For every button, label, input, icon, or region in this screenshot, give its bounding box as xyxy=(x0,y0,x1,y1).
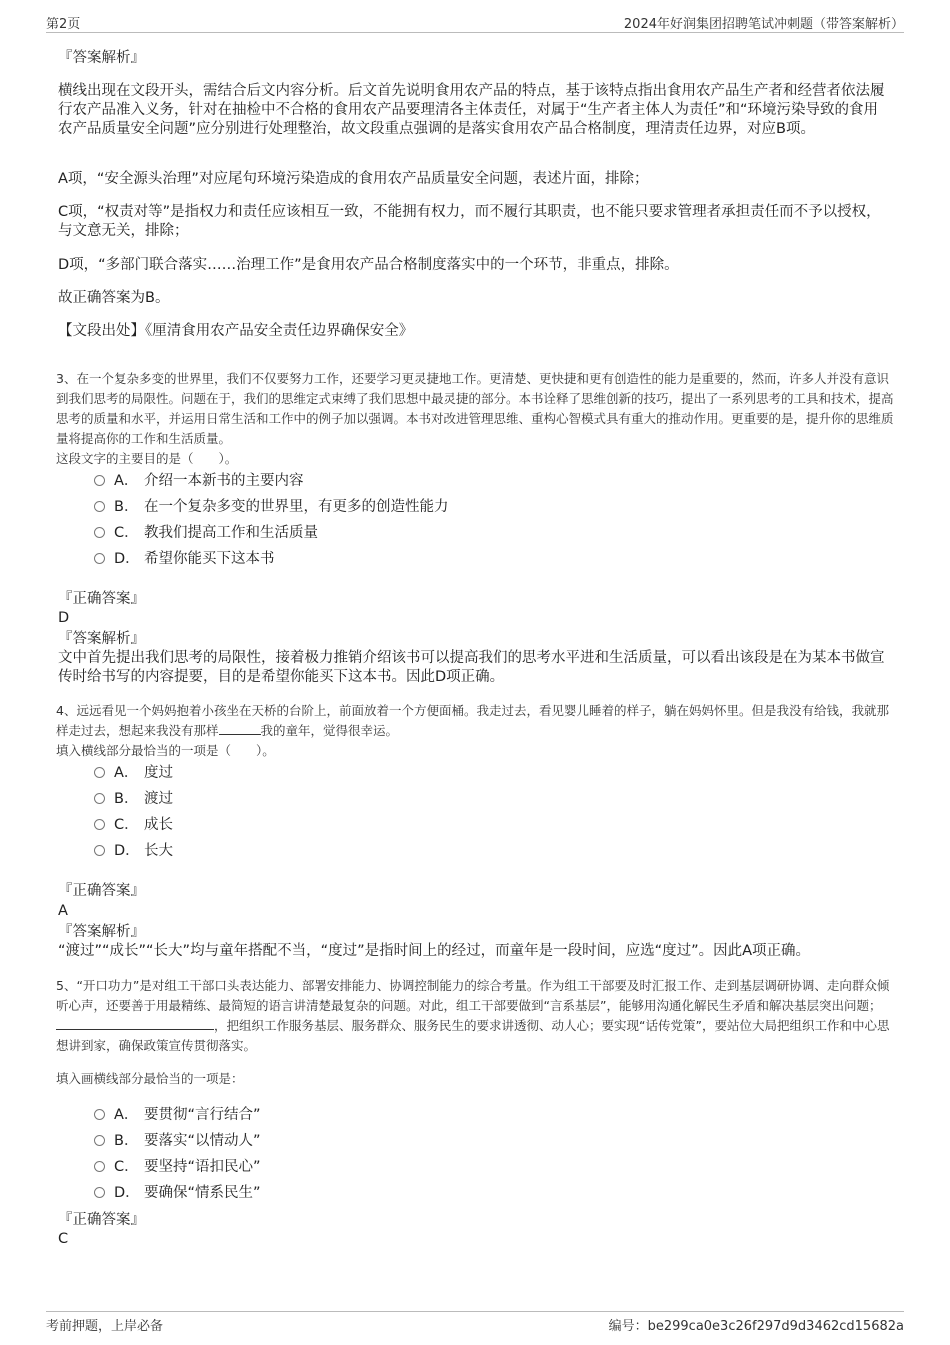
q4-prompt: 填入横线部分最恰当的一项是（ ）。 xyxy=(56,743,275,758)
q3-option-c[interactable]: C． 教我们提高工作和生活质量 xyxy=(94,522,318,544)
q5-stem: 5、“开口功力”是对组工干部口头表达能力、部署安排能力、协调控制能力的综合考量。作为组工干部要及时汇报工作、走到基层调研协调、走向群众倾听心声，还要善于用最精练、最简短的语言讲清楚最复杂的问题。对此，组工干部要做到“言系基层”，能够用沟通化解民生矛盾和解决基层突出问题；，把组织工作服务基层、服务群众、服务民生的要求讲透彻、动人心；要实现“话传党策”，要站位大局把组织工作和中心思想讲到家，确保政策宣传贯彻落实。 xyxy=(56,978,890,1053)
radio-button[interactable] xyxy=(94,1187,105,1198)
page-footer xyxy=(46,1311,904,1334)
radio-button[interactable] xyxy=(94,475,105,486)
page-number: 第2页 xyxy=(46,17,81,32)
q3-prompt: 这段文字的主要目的是（ ）。 xyxy=(56,451,238,466)
q2-option-c-note: C项，“权责对等”是指权力和责任应该相互一致，不能拥有权力，而不履行其职责，也不能只要求管理者承担责任而不予以授权，与文意无关，排除； xyxy=(58,204,881,239)
q5-prompt: 填入画横线部分最恰当的一项是： xyxy=(56,1071,244,1086)
radio-button[interactable] xyxy=(94,527,105,538)
q4-option-b[interactable]: B． 渡过 xyxy=(94,788,173,810)
q5-option-b[interactable]: B． 要落实“以情动人” xyxy=(94,1130,261,1152)
document-code: 编号：be299ca0e3c26f297d9d3462cd15682a xyxy=(608,1319,904,1334)
radio-button[interactable] xyxy=(94,1161,105,1172)
fill-blank xyxy=(56,1017,214,1030)
radio-button[interactable] xyxy=(94,1135,105,1146)
q4-answer: A xyxy=(58,903,68,919)
q3-analysis-label: 『答案解析』 xyxy=(58,631,145,647)
footer-slogan: 考前押题，上岸必备 xyxy=(46,1319,164,1334)
q4-stem: 4、远远看见一个妈妈抱着小孩坐在天桥的台阶上，前面放着一个方便面桶。我走过去，看见婴儿睡着的样子，躺在妈妈怀里。但是我没有给钱，我就那样走过去，想起来我没有那样 我的童年，觉得很幸运。 xyxy=(56,703,889,738)
q2-option-a-note: A项，“安全源头治理”对应尾句环境污染造成的食用农产品质量安全问题，表述片面，排除； xyxy=(58,171,649,187)
document-title: 2024年好润集团招聘笔试冲刺题（带答案解析） xyxy=(623,17,904,32)
q5-answer: C xyxy=(58,1231,69,1247)
radio-button[interactable] xyxy=(94,501,105,512)
radio-button[interactable] xyxy=(94,819,105,830)
q5-option-d[interactable]: D． 要确保“情系民生” xyxy=(94,1182,261,1204)
q2-option-d-note: D项，“多部门联合落实……治理工作”是食用农产品合格制度落实中的一个环节，非重点，排除。 xyxy=(58,257,679,273)
q5-option-c[interactable]: C． 要坚持“语扣民心” xyxy=(94,1156,261,1178)
radio-button[interactable] xyxy=(94,793,105,804)
q5-option-a[interactable]: A． 要贯彻“言行结合” xyxy=(94,1104,261,1126)
q4-option-a[interactable]: A． 度过 xyxy=(94,762,173,784)
q4-analysis-label: 『答案解析』 xyxy=(58,924,145,940)
q4-option-c[interactable]: C． 成长 xyxy=(94,814,173,836)
q5-answer-label: 『正确答案』 xyxy=(58,1212,145,1228)
q3-stem: 3、在一个复杂多变的世界里，我们不仅要努力工作，还要学习更灵捷地工作。更清楚、更快捷和更有创造性的能力是重要的，然而，许多人并没有意识到我们思考的局限性。问题在于，我们的思维定式束缚了我们思想中最灵捷的部分。本书诠释了思维创新的技巧，提出了一系列思考的工具和技术，提高思考的质量和水平，并运用日常生活和工作中的例子加以强调。本书对改进管理思维、重构心智模式具有重大的推动作用。更重要的是，提升你的思维质量将提高你的工作和生活质量。 xyxy=(56,371,894,446)
q4-answer-label: 『正确答案』 xyxy=(58,883,145,899)
q4-analysis: “渡过”“成长”“长大”均与童年搭配不当，“度过”是指时间上的经过，而童年是一段时间，应选“度过”。因此A项正确。 xyxy=(58,943,811,959)
radio-button[interactable] xyxy=(94,553,105,564)
q4-option-d[interactable]: D． 长大 xyxy=(94,840,173,862)
fill-blank xyxy=(219,722,261,735)
radio-button[interactable] xyxy=(94,1109,105,1120)
q3-option-a[interactable]: A． 介绍一本新书的主要内容 xyxy=(94,470,304,492)
q3-answer-label: 『正确答案』 xyxy=(58,591,145,607)
page-header xyxy=(46,12,904,33)
q3-answer: D xyxy=(58,610,70,626)
q3-option-d[interactable]: D． 希望你能买下这本书 xyxy=(94,548,275,570)
q2-analysis: 横线出现在文段开头，需结合后文内容分析。后文首先说明食用农产品的特点，基于该特点指出食用农产品生产者和经营者依法履行农产品准入义务，针对在抽检中不合格的食用农产品要理清各主体责任，对属于“生产者主体人为责任”和“环境污染导致的食用农产品质量安全问题”应分别进行处理整治，故文段重点强调的是落实食用农产品合格制度，理清责任边界，对应B项。 xyxy=(58,83,885,137)
radio-button[interactable] xyxy=(94,767,105,778)
q3-option-b[interactable]: B． 在一个复杂多变的世界里，有更多的创造性能力 xyxy=(94,496,449,518)
radio-button[interactable] xyxy=(94,845,105,856)
q3-analysis: 文中首先提出我们思考的局限性，接着极力推销介绍该书可以提高我们的思考水平进和生活质量，可以看出该段是在为某本书做宣传时给书写的内容提要，目的是希望你能买下这本书。因此D项正确。 xyxy=(58,650,885,685)
q2-analysis-label: 『答案解析』 xyxy=(58,50,145,66)
q2-source: 【文段出处】《厘清食用农产品安全责任边界确保安全》 xyxy=(58,323,414,339)
q2-conclusion: 故正确答案为B。 xyxy=(58,290,170,306)
